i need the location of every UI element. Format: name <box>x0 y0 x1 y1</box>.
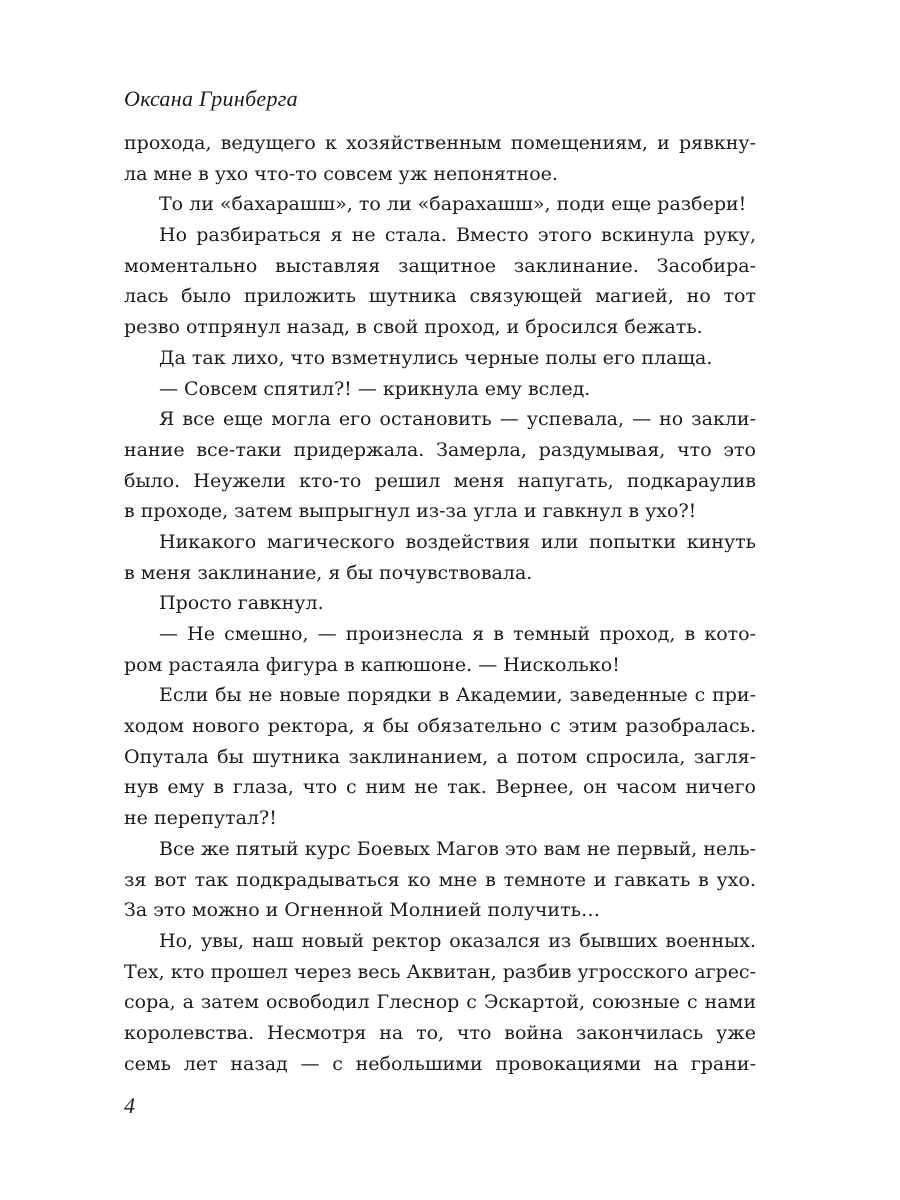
text-line: Опутала бы шутника заклинанием, а потом спросила, загля- <box>124 745 756 768</box>
text-line: ла мне в ухо что-то совсем уж непонятное. <box>124 162 558 185</box>
text-line: не перепутал?! <box>124 807 277 830</box>
text-line: Все же пятый курс Боевых Магов это вам не первый, нель- <box>159 837 756 860</box>
text-line: зя вот так подкрадываться ко мне в темноте и гавкать в ухо. <box>124 868 756 891</box>
text-line: Я все еще могла его остановить — успевала, — но закли- <box>159 408 756 431</box>
running-header-author: Оксана Гринберга <box>124 86 298 111</box>
text-line: Да так лихо, что взметнулись черные полы его плаща. <box>159 346 713 369</box>
text-line: в меня заклинание, я бы почувствовала. <box>124 561 533 584</box>
text-line: То ли «бахарашш», то ли «барахашш», поди еще разбери! <box>159 193 747 216</box>
text-line: Тех, кто прошел через весь Аквитан, разбив угросского агрес- <box>124 960 756 983</box>
text-line: было. Неужели кто-то решил меня напугать, подкараулив <box>124 469 756 492</box>
text-line: нув ему в глаза, что с ним не так. Вернее, он часом ничего <box>124 776 756 799</box>
text-line: лась было приложить шутника связующей магией, но тот <box>124 285 756 308</box>
text-line: нание все-таки придержала. Замерла, раздумывая, что это <box>124 438 756 461</box>
text-line: сора, а затем освободил Глеснор с Эскартой, союзные с нами <box>124 991 756 1014</box>
text-line: За это можно и Огненной Молнией получить… <box>124 899 600 922</box>
text-line: ходом нового ректора, я бы обязательно с этим разобралась. <box>124 715 756 738</box>
text-line: моментально выставляя защитное заклинание. Засобира- <box>124 254 756 277</box>
text-line: Просто гавкнул. <box>159 592 324 615</box>
text-line: — Не смешно, — произнесла я в темный проход, в кото- <box>159 623 756 645</box>
text-line: прохода, ведущего к хозяйственным помещениям, и рявкну- <box>124 132 756 154</box>
text-line: королевства. Несмотря на то, что война закончилась уже <box>124 1021 756 1044</box>
page-number: 4 <box>124 1093 135 1118</box>
book-page-text <box>124 128 756 1079</box>
text-line: семь лет назад — с небольшими провокациями на грани- <box>124 1052 756 1075</box>
text-line: резво отпрянул назад, в свой проход, и бросился бежать. <box>124 316 703 339</box>
text-line: — Совсем спятил?! — крикнула ему вслед. <box>159 377 591 400</box>
text-line: Но разбираться я не стала. Вместо этого вскинула руку, <box>159 224 756 247</box>
text-line: Если бы не новые порядки в Академии, заведенные с при- <box>159 684 756 707</box>
text-line: Никакого магического воздействия или попытки кинуть <box>159 530 756 553</box>
text-line: ром растаяла фигура в капюшоне. — Нисколько! <box>124 653 620 676</box>
text-line: в проходе, затем выпрыгнул из-за угла и гавкнул в ухо?! <box>124 500 697 523</box>
text-line: Но, увы, наш новый ректор оказался из бывших военных. <box>159 929 756 952</box>
